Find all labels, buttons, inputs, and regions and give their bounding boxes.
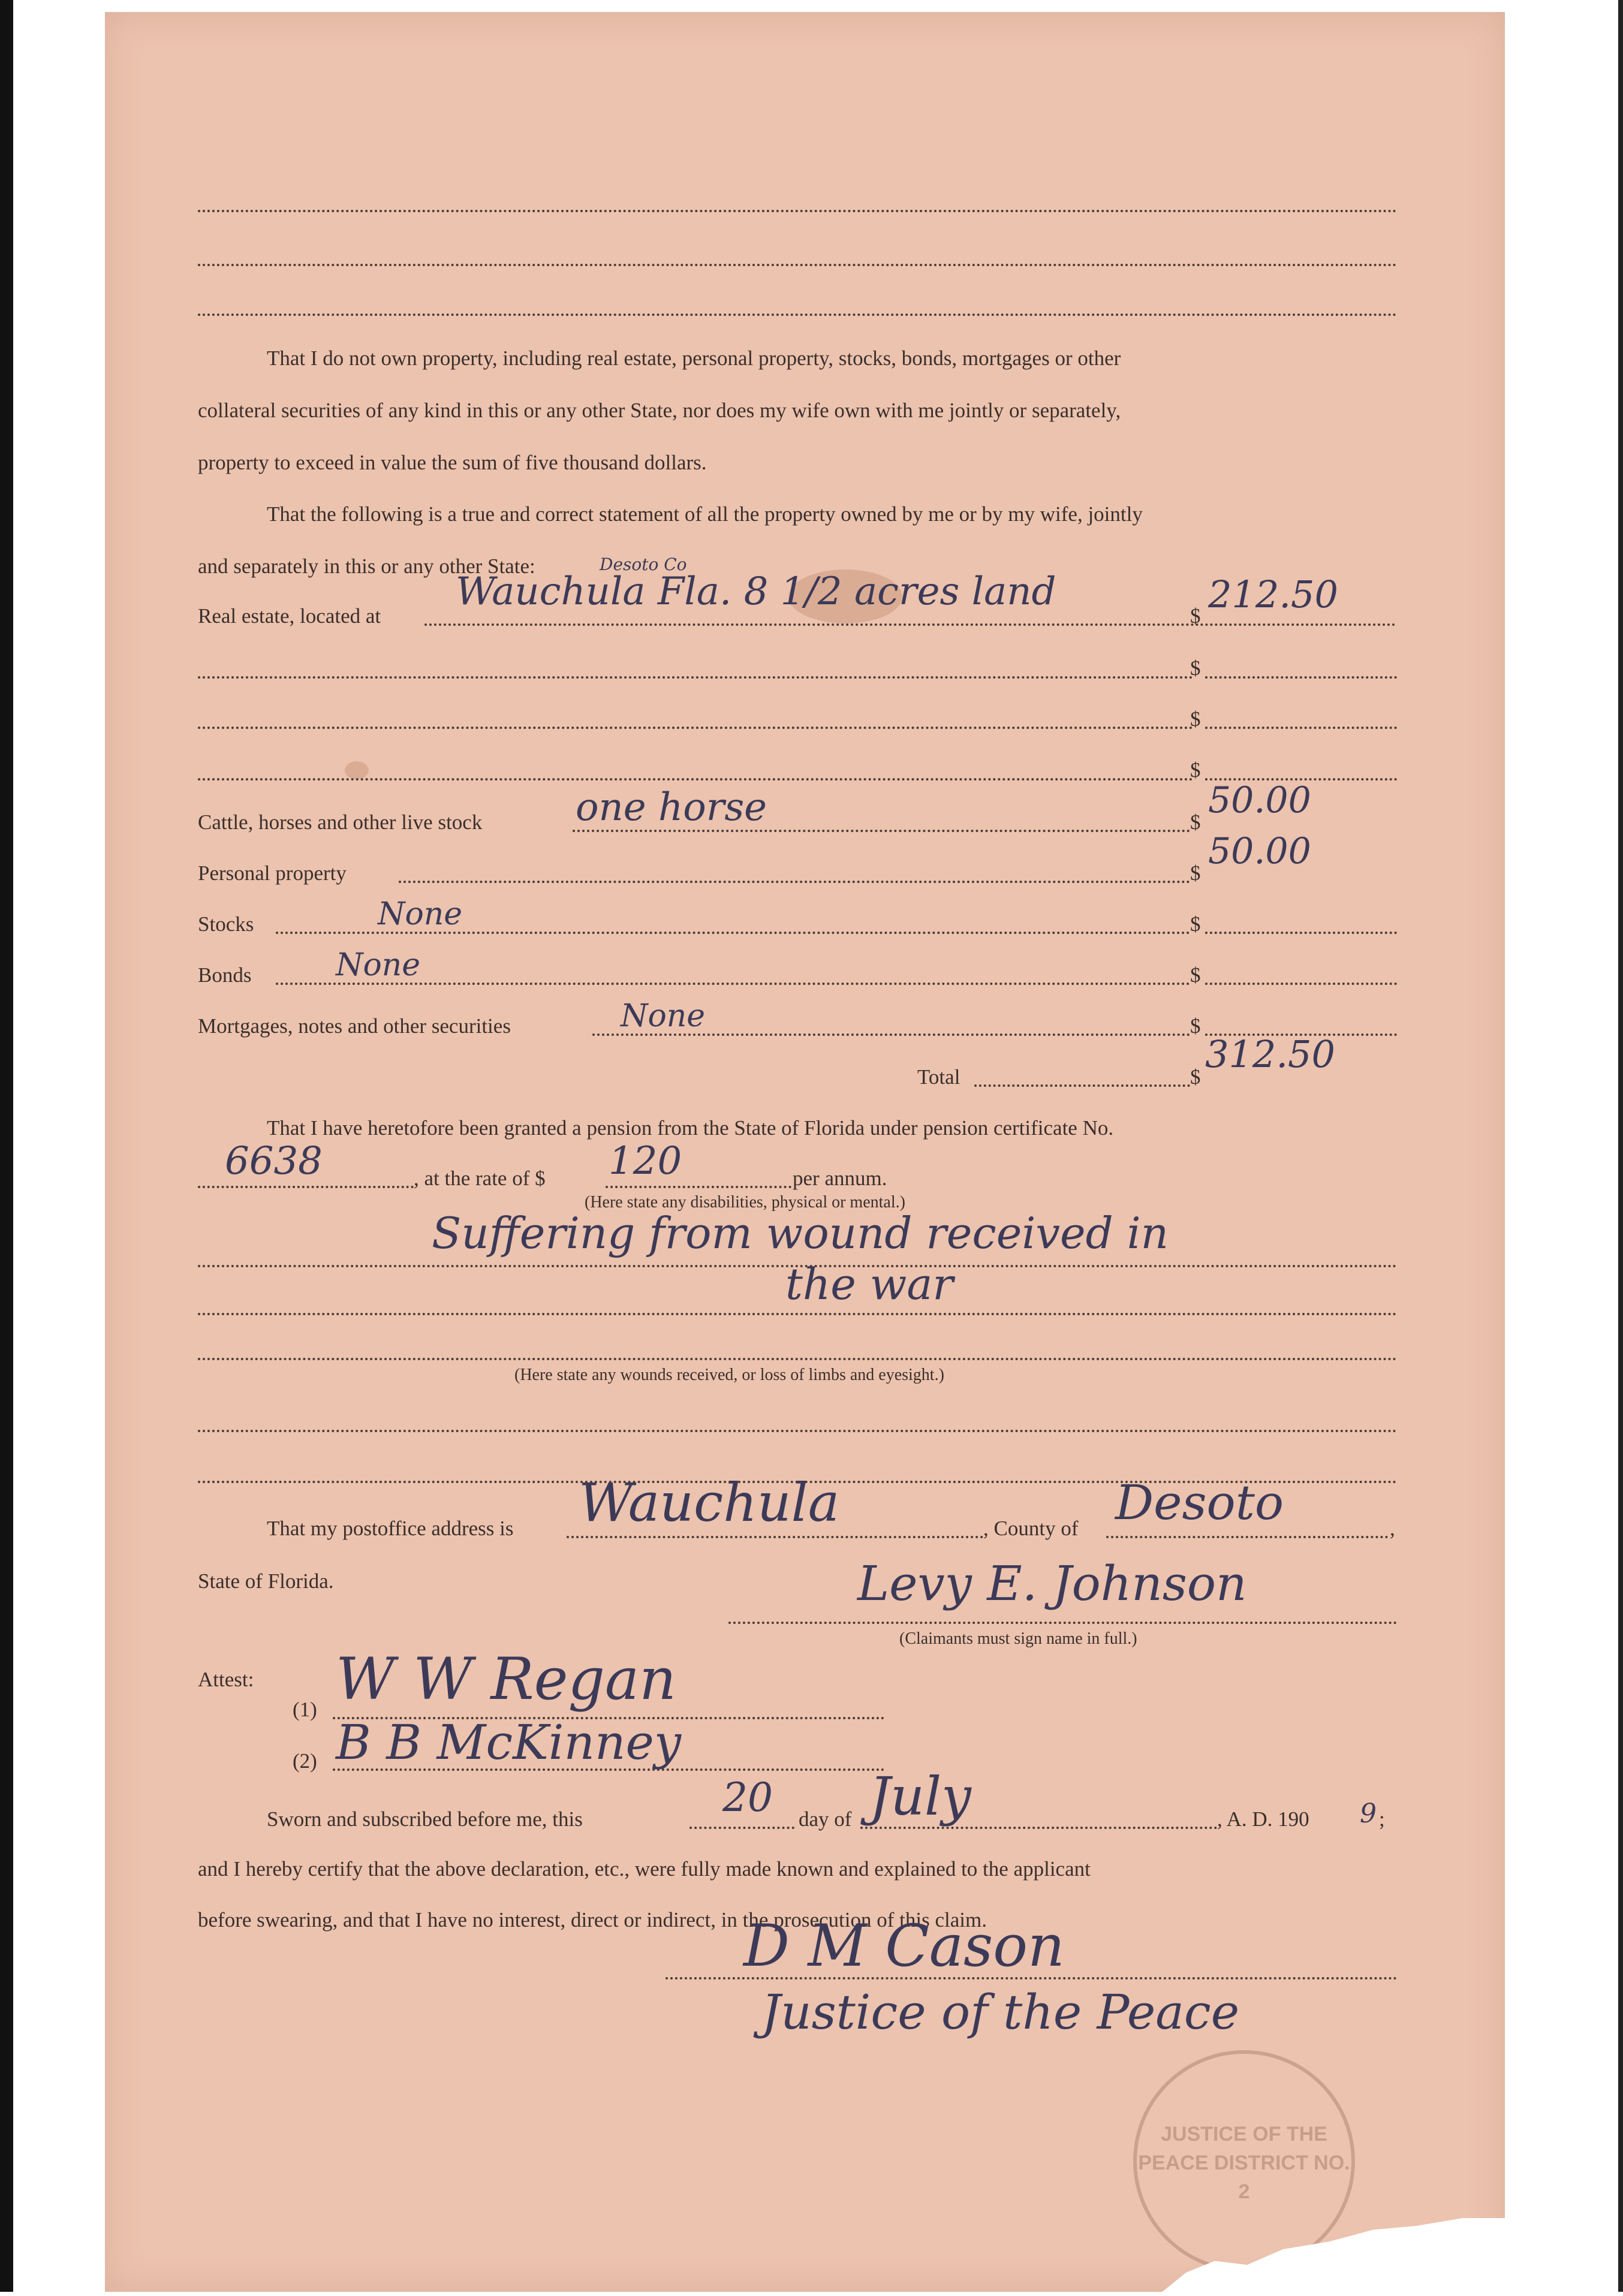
day-line xyxy=(689,1827,794,1829)
stocks-label: Stocks xyxy=(198,912,254,936)
official-title: Justice of the Peace xyxy=(761,1984,1240,2040)
rate-suffix: per annum. xyxy=(793,1167,887,1190)
witness-2-number: (2) xyxy=(293,1749,317,1773)
sworn-year-digit: 9 xyxy=(1360,1798,1377,1829)
county-line xyxy=(1106,1536,1388,1538)
certificate-number: 6638 xyxy=(225,1139,323,1183)
property-statement-line: That the following is a true and correct statement of all the property owned by me or by my wife, jointly xyxy=(267,502,1143,526)
ownership-statement-line: property to exceed in value the sum of five thousand dollars. xyxy=(198,451,707,474)
livestock-label: Cattle, horses and other live stock xyxy=(198,810,483,834)
blank-line xyxy=(198,1358,1397,1360)
dollar-sign: $ xyxy=(1190,1014,1201,1038)
amount-line xyxy=(1205,983,1397,985)
sworn-day: 20 xyxy=(722,1774,773,1821)
mortgages-label: Mortgages, notes and other securities xyxy=(198,1014,511,1038)
bonds-label: Bonds xyxy=(198,963,252,987)
blank-line xyxy=(198,314,1397,316)
real-estate-label: Real estate, located at xyxy=(198,604,381,628)
property-statement-line: and separately in this or any other State: xyxy=(198,555,535,578)
blank-line xyxy=(198,210,1397,212)
scan-right-edge xyxy=(1618,0,1623,2292)
certify-line: and I hereby certify that the above declaration, etc., were fully made known and explained to the applicant xyxy=(198,1857,1091,1881)
dollar-sign: $ xyxy=(1190,912,1201,936)
personal-property-label: Personal property xyxy=(198,861,347,885)
blank-line xyxy=(198,778,1193,781)
claimant-signature: Levy E. Johnson xyxy=(857,1556,1247,1611)
postoffice-value: Wauchula xyxy=(579,1472,840,1533)
postoffice-prefix: That my postoffice address is xyxy=(267,1517,514,1540)
blank-line xyxy=(198,264,1397,266)
amount-line xyxy=(1205,932,1397,934)
livestock-line xyxy=(573,830,1190,832)
bonds-value: None xyxy=(336,947,421,983)
certify-line: before swearing, and that I have no interest, direct or indirect, in the prosecution of this claim. xyxy=(198,1908,987,1932)
amount-line xyxy=(1205,727,1397,729)
blank-line xyxy=(198,1430,1397,1432)
blank-line xyxy=(198,727,1193,729)
blank-line xyxy=(198,676,1193,679)
real-estate-value: Wauchula Fla. 8 1/2 acres land xyxy=(456,570,1056,614)
disability-text-line-2: the war xyxy=(785,1259,953,1309)
dollar-sign: $ xyxy=(1190,707,1201,731)
comma: , xyxy=(1390,1517,1395,1540)
state-text: State of Florida. xyxy=(198,1569,334,1593)
dollar-sign: $ xyxy=(1190,604,1201,628)
ownership-statement-line: collateral securities of any kind in this or any other State, nor does my wife own with me jointly or separately, xyxy=(198,399,1121,422)
dollar-sign: $ xyxy=(1190,1065,1201,1089)
dollar-sign: $ xyxy=(1190,656,1201,680)
dollar-sign: $ xyxy=(1190,810,1201,834)
livestock-amount: 50.00 xyxy=(1208,779,1311,821)
disabilities-instruction: (Here state any disabilities, physical or mental.) xyxy=(585,1193,905,1212)
personal-property-line xyxy=(399,881,1190,883)
official-signature: D M Cason xyxy=(743,1912,1065,1979)
day-of-label: day of xyxy=(799,1807,852,1831)
ownership-statement-line: That I do not own property, including real estate, personal property, stocks, bonds, mortgages or other xyxy=(267,346,1121,370)
disability-text-line-1: Suffering from wound received in xyxy=(432,1208,1169,1258)
claimant-instruction: (Claimants must sign name in full.) xyxy=(899,1629,1137,1648)
total-line xyxy=(974,1084,1190,1087)
pension-statement: That I have heretofore been granted a pension from the State of Florida under pension certificate No. xyxy=(267,1116,1114,1140)
scan-left-edge xyxy=(0,0,13,2292)
total-label: Total xyxy=(917,1065,960,1089)
sworn-prefix: Sworn and subscribed before me, this xyxy=(267,1807,583,1831)
wounds-instruction: (Here state any wounds received, or loss of limbs and eyesight.) xyxy=(514,1366,944,1384)
stocks-value: None xyxy=(378,896,463,932)
claimant-signature-line xyxy=(728,1622,1397,1624)
pension-rate: 120 xyxy=(609,1139,682,1183)
rate-prefix: , at the rate of $ xyxy=(414,1167,546,1190)
county-value: Desoto xyxy=(1115,1475,1284,1530)
county-label: , County of xyxy=(983,1517,1079,1540)
sworn-month: July xyxy=(869,1765,971,1827)
witness-1-signature: W W Regan xyxy=(336,1646,676,1713)
notary-seal: JUSTICE OF THE PEACE DISTRICT NO. 2 xyxy=(1133,2050,1355,2272)
blank-line xyxy=(198,1313,1397,1315)
sworn-end: ; xyxy=(1379,1807,1385,1831)
dollar-sign: $ xyxy=(1190,758,1201,782)
witness-1-number: (1) xyxy=(293,1698,317,1721)
dollar-sign: $ xyxy=(1190,963,1201,987)
witness-2-signature: B B McKinney xyxy=(336,1715,682,1770)
mortgages-value: None xyxy=(621,998,706,1034)
personal-property-amount: 50.00 xyxy=(1208,830,1311,872)
certificate-line xyxy=(198,1186,414,1188)
paper-stain xyxy=(345,761,369,779)
attest-label: Attest: xyxy=(198,1668,254,1691)
real-estate-line xyxy=(424,623,1396,626)
livestock-value: one horse xyxy=(576,785,767,830)
ad-label: , A. D. 190 xyxy=(1217,1807,1309,1831)
amount-line xyxy=(1205,676,1397,679)
total-amount: 312.50 xyxy=(1205,1032,1335,1076)
rate-line xyxy=(606,1186,791,1188)
real-estate-county-note: Desoto Co xyxy=(600,555,687,574)
dollar-sign: $ xyxy=(1190,861,1201,885)
postoffice-line xyxy=(567,1536,983,1538)
real-estate-amount: 212.50 xyxy=(1208,573,1338,616)
